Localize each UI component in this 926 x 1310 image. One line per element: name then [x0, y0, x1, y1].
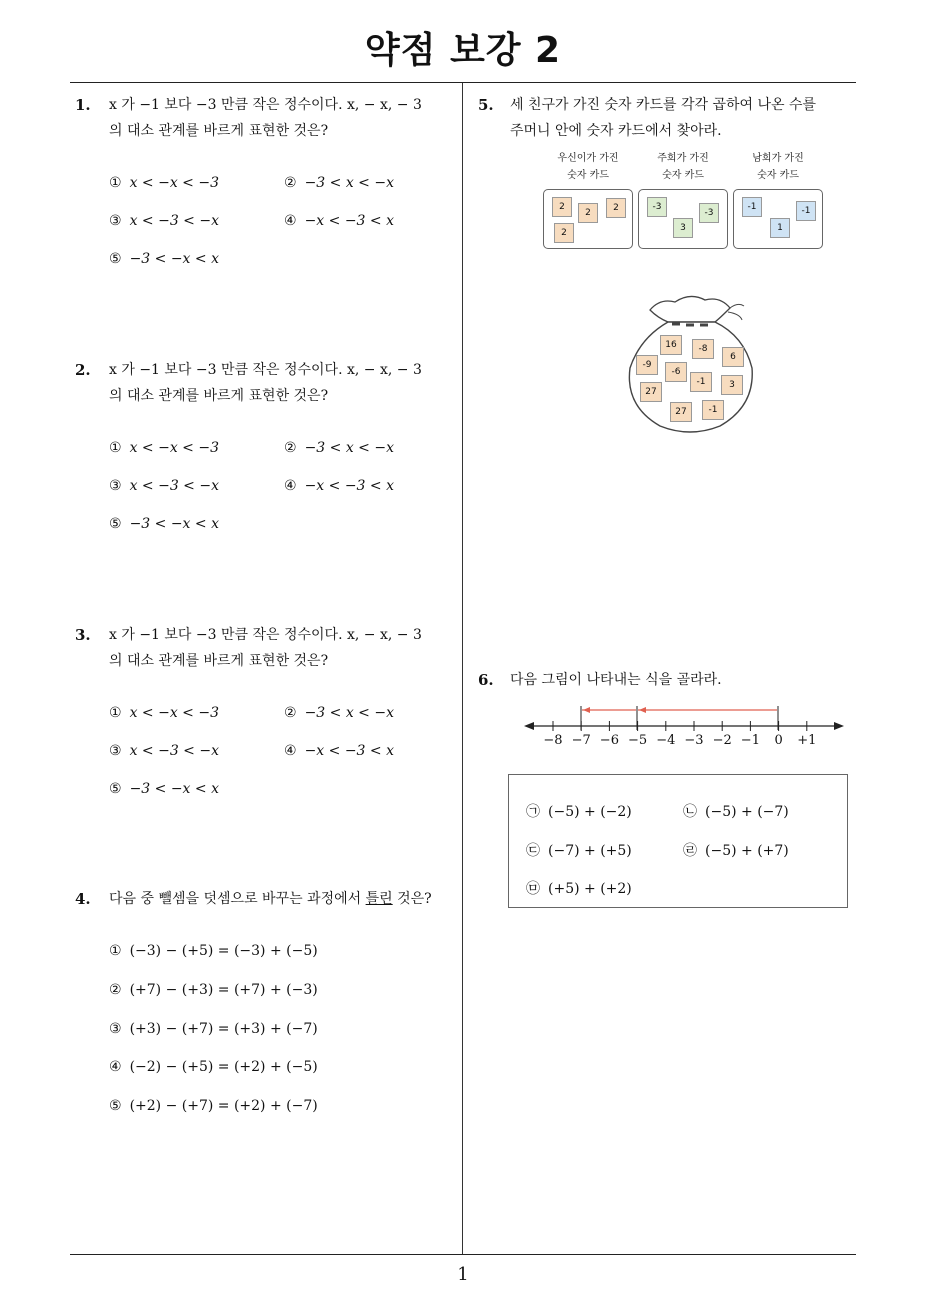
- number-line-tick-label: −2: [712, 733, 732, 748]
- number-card: 3: [673, 218, 693, 238]
- question-number: 1.: [75, 96, 91, 114]
- number-card: 1: [770, 218, 790, 238]
- choice-3[interactable]: ③ x < −3 < −x: [109, 743, 219, 759]
- top-rule: [70, 82, 856, 83]
- card-group-caption: 주희가 가진 숫자 카드: [657, 153, 709, 181]
- number-card: -1: [796, 201, 816, 221]
- option-e[interactable]: ㉤ (+5) + (+2): [526, 881, 632, 897]
- question-text-line2: 주머니 안에 숫자 카드에서 찾아라.: [510, 123, 722, 139]
- question-5: [478, 92, 868, 152]
- option-a[interactable]: ㉠ (−5) + (−2): [526, 804, 632, 820]
- choice-4[interactable]: ④ −x < −3 < x: [284, 213, 394, 229]
- choice-1[interactable]: ① x < −x < −3: [109, 705, 219, 721]
- choice-5[interactable]: ⑤ −3 < −x < x: [109, 251, 219, 267]
- bag-number-card: 3: [721, 375, 743, 395]
- number-card: 2: [606, 198, 626, 218]
- number-card: -3: [699, 203, 719, 223]
- choice-2[interactable]: ② −3 < x < −x: [284, 705, 394, 721]
- number-line-tick-label: −1: [740, 733, 760, 748]
- bag-number-card: 27: [640, 382, 662, 402]
- number-line-tick-label: −5: [628, 733, 648, 748]
- choice-1[interactable]: ① x < −x < −3: [109, 175, 219, 191]
- question-text-line1: 세 친구가 가진 숫자 카드를 각각 곱하여 나온 수를: [510, 97, 817, 113]
- number-card: -1: [742, 197, 762, 217]
- choice-3[interactable]: ③ x < −3 < −x: [109, 213, 219, 229]
- bag-number-card: 6: [722, 347, 744, 367]
- question-text-line1: x 가 −1 보다 −3 만큼 작은 정수이다. x, − x, − 3: [109, 97, 422, 113]
- question-1: [75, 92, 465, 292]
- choice-1[interactable]: ① (−3) − (+5) = (−3) + (−5): [109, 943, 318, 959]
- question-6: [478, 667, 868, 697]
- number-line-tick-label: −7: [571, 733, 591, 748]
- bag-number-card: -8: [692, 339, 714, 359]
- question-number: 5.: [478, 96, 494, 114]
- question-text: 다음 그림이 나타내는 식을 골라라.: [510, 672, 722, 688]
- question-text-line2: 의 대소 관계를 바르게 표현한 것은?: [109, 123, 329, 139]
- card-group-caption: 남희가 가진 숫자 카드: [752, 153, 804, 181]
- bag-number-card: 27: [670, 402, 692, 422]
- question-text-line1: x 가 −1 보다 −3 만큼 작은 정수이다. x, − x, − 3: [109, 627, 422, 643]
- question-text-line2: 의 대소 관계를 바르게 표현한 것은?: [109, 653, 329, 669]
- number-line-tick-label: +1: [797, 733, 817, 748]
- question-4: [75, 886, 465, 1126]
- choice-2[interactable]: ② −3 < x < −x: [284, 440, 394, 456]
- page-title: 약점 보강 2: [364, 30, 562, 71]
- number-line-tick-label: −6: [599, 733, 619, 748]
- option-c[interactable]: ㉢ (−7) + (+5): [526, 843, 632, 859]
- bag-number-card: -6: [665, 362, 687, 382]
- question-text: 다음 중 뺄셈을 덧셈으로 바꾸는 과정에서 틀린 것은?: [109, 891, 432, 907]
- choice-4[interactable]: ④ −x < −3 < x: [284, 743, 394, 759]
- choice-5[interactable]: ⑤ −3 < −x < x: [109, 781, 219, 797]
- bag-number-card: -1: [690, 372, 712, 392]
- question-3: [75, 622, 465, 822]
- number-line-tick-label: −3: [684, 733, 704, 748]
- choice-1[interactable]: ① x < −x < −3: [109, 440, 219, 456]
- card-group-caption: 우신이가 가진 숫자 카드: [557, 153, 619, 181]
- choice-2[interactable]: ② (+7) − (+3) = (+7) + (−3): [109, 982, 318, 998]
- question-number: 6.: [478, 671, 494, 689]
- underlined-word: 틀린: [365, 891, 393, 907]
- number-line-tick-label: 0: [774, 733, 783, 748]
- number-card: 2: [552, 197, 572, 217]
- choice-5[interactable]: ⑤ (+2) − (+7) = (+2) + (−7): [109, 1098, 318, 1114]
- option-b[interactable]: ㉡ (−5) + (−7): [683, 804, 789, 820]
- bottom-rule: [70, 1254, 856, 1255]
- bag-number-card: -9: [636, 355, 658, 375]
- number-line-tick-label: −8: [543, 733, 563, 748]
- choice-3[interactable]: ③ (+3) − (+7) = (+3) + (−7): [109, 1021, 318, 1037]
- number-card: 2: [578, 203, 598, 223]
- question-text-line2: 의 대소 관계를 바르게 표현한 것은?: [109, 388, 329, 404]
- page-number: 1: [457, 1264, 469, 1285]
- bag-number-card: -1: [702, 400, 724, 420]
- question-number: 2.: [75, 361, 91, 379]
- choice-2[interactable]: ② −3 < x < −x: [284, 175, 394, 191]
- question-number: 4.: [75, 890, 91, 908]
- answer-options-box: [508, 774, 848, 908]
- number-card: 2: [554, 223, 574, 243]
- choice-3[interactable]: ③ x < −3 < −x: [109, 478, 219, 494]
- question-2: [75, 357, 465, 557]
- choice-4[interactable]: ④ (−2) − (+5) = (+2) + (−5): [109, 1059, 318, 1075]
- option-d[interactable]: ㉣ (−5) + (+7): [683, 843, 789, 859]
- number-line-tick-label: −4: [656, 733, 676, 748]
- card-group-box: [733, 189, 823, 249]
- question-text-line1: x 가 −1 보다 −3 만큼 작은 정수이다. x, − x, − 3: [109, 362, 422, 378]
- choice-4[interactable]: ④ −x < −3 < x: [284, 478, 394, 494]
- card-group-box: [543, 189, 633, 249]
- choice-5[interactable]: ⑤ −3 < −x < x: [109, 516, 219, 532]
- bag-number-card: 16: [660, 335, 682, 355]
- card-group-box: [638, 189, 728, 249]
- question-number: 3.: [75, 626, 91, 644]
- number-card: -3: [647, 197, 667, 217]
